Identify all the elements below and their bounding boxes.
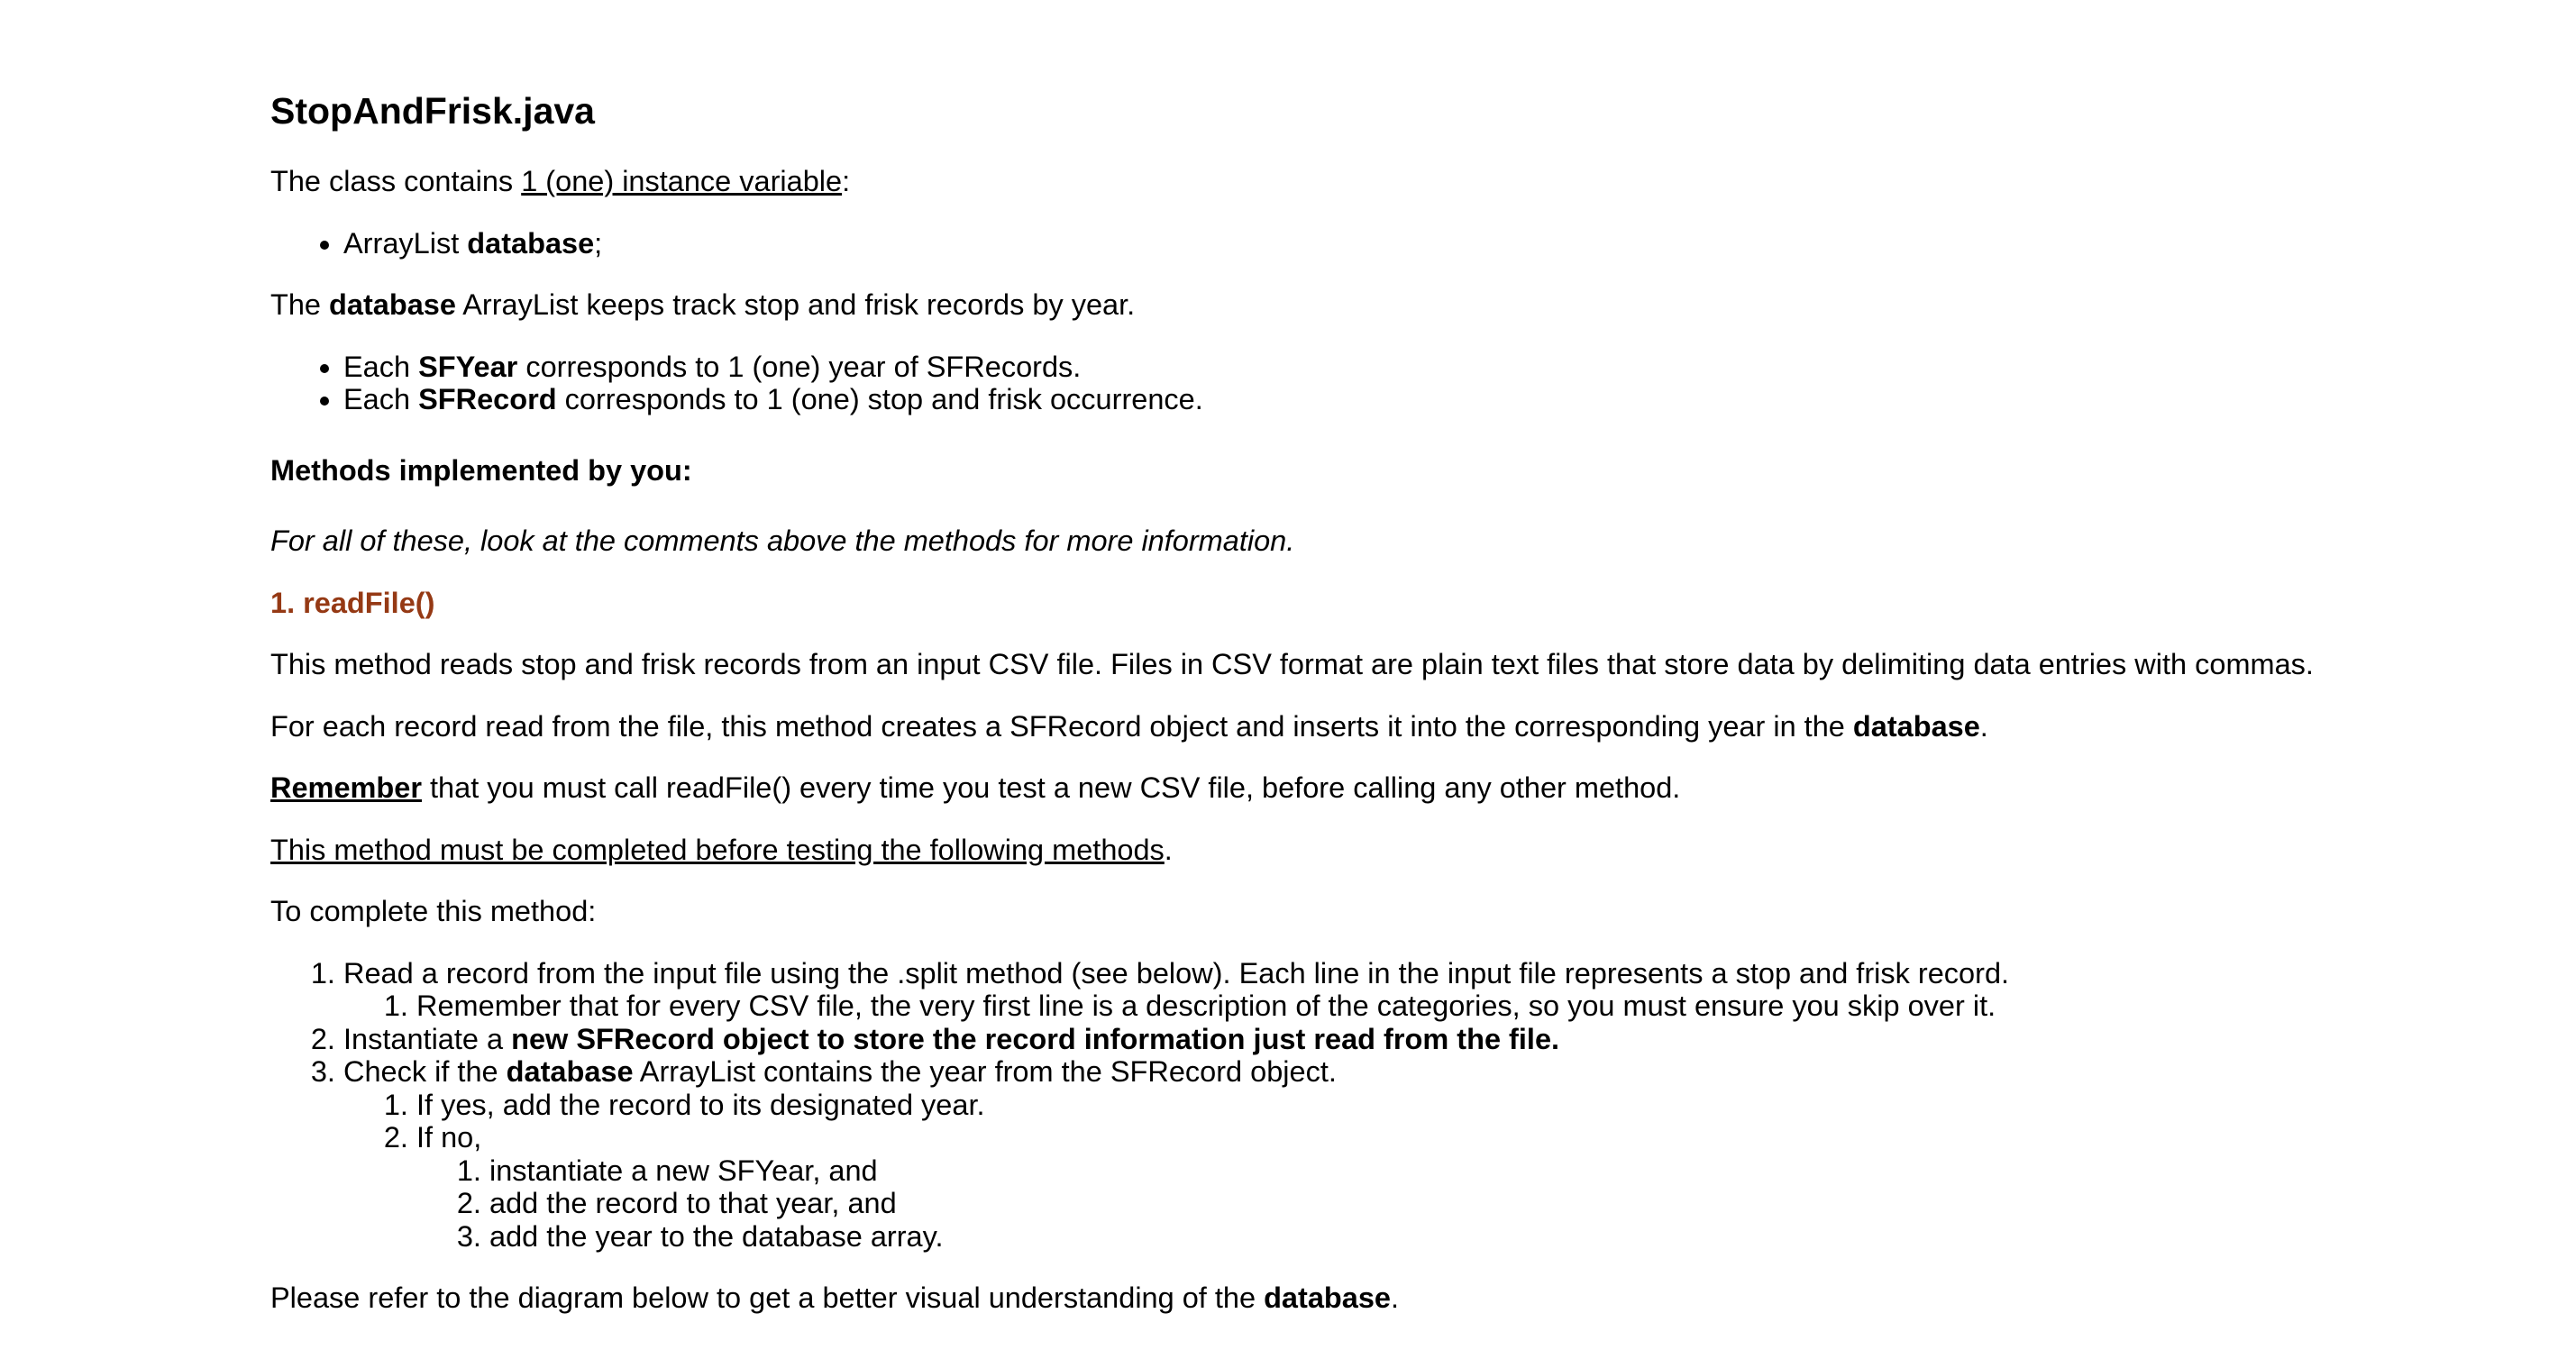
database-bullet-list [270,351,2524,416]
database-desc-post: ArrayList keeps track stop and frisk records by year. [455,288,1136,321]
list-item [343,1023,2524,1056]
class-intro [270,165,2524,198]
var-name: database [467,226,595,260]
list-item [489,1187,2524,1220]
methods-section-title: Methods implemented by you: [270,453,692,487]
bullet-pre: Each [343,350,419,383]
class-intro-pre: The class contains [270,165,522,197]
list-item [416,1089,2524,1122]
database-desc-bold: database [329,288,456,321]
list-item [489,1154,2524,1188]
step-text: Check if the [343,1055,507,1088]
substeps-list [343,990,2524,1023]
must-complete-text: This method must be completed before testing the following methods [270,833,1165,866]
step-text: Read a record from the input file using the .split method (see below). Each line in the input file represents a stop and frisk record. [343,956,2010,990]
steps-list [270,957,2524,1254]
list-item [343,1055,2524,1253]
refer-post: . [1390,1281,1400,1314]
list-item [343,351,2524,384]
insert-desc-post: . [1979,709,1988,743]
step-bold: database [506,1055,634,1088]
class-intro-post: : [842,165,851,197]
step-text: Remember that for every CSV file, the very first line is a description of the categories, so you must ensure you skip over it. [416,990,1996,1022]
remember-note [270,771,2524,805]
remember-text: that you must call readFile() every time you test a new CSV file, before calling any other method. [422,771,1681,804]
insert-desc-bold: database [1852,709,1980,743]
database-description [270,288,2524,322]
list-item [416,1121,2524,1253]
list-item [343,227,2524,260]
step-text: If yes, add the record to its designated year. [416,1088,985,1121]
list-item [343,957,2524,1023]
document-content [270,86,2524,1344]
readfile-insert-description [270,710,2524,743]
must-complete-note [270,834,2524,867]
substeps-list [416,1154,2524,1254]
method-heading-readfile: 1. readFile() [270,586,435,619]
refer-bold: database [1264,1281,1391,1314]
step-text: add the record to that year, and [489,1187,897,1219]
page-title: StopAndFrisk.java [270,90,595,132]
must-complete-suffix: . [1164,833,1173,866]
substeps-list [343,1089,2524,1254]
var-suffix: ; [594,226,603,260]
var-type: ArrayList [343,226,468,260]
bullet-post: corresponds to 1 (one) year of SFRecords. [517,350,1082,383]
methods-note: For all of these, look at the comments above the methods for more information. [270,524,1295,557]
step-text: instantiate a new SFYear, and [489,1154,878,1187]
step-text: ArrayList contains the year from the SFRecord object. [633,1055,1337,1088]
step-text: add the year to the database array. [489,1219,944,1253]
database-desc-pre: The [270,288,330,321]
list-item [343,383,2524,416]
list-item [416,990,2524,1023]
bullet-bold: SFYear [418,350,518,383]
bullet-bold: SFRecord [418,383,557,415]
remember-label: Remember [270,771,422,804]
bullet-post: corresponds to 1 (one) stop and frisk occurrence. [556,383,1203,415]
step-bold: new SFRecord object to store the record information just read from the file. [511,1022,1560,1055]
diagram-reference [270,1281,2524,1315]
refer-pre: Please refer to the diagram below to get a better visual understanding of the [270,1281,1265,1314]
instance-variable-list [270,227,2524,260]
list-item [489,1220,2524,1254]
instance-variable-link: 1 (one) instance variable [521,165,843,197]
bullet-pre: Each [343,383,419,415]
step-text: If no, [416,1121,482,1154]
readfile-description: This method reads stop and frisk records from an input CSV file. Files in CSV format are plain text files that store data by delimiting data entries with commas. [270,648,2314,680]
step-text: Instantiate a [343,1022,512,1055]
insert-desc-pre: For each record read from the file, this method creates a SFRecord object and inserts it into the corresponding year in the [270,709,1853,743]
to-complete-label: To complete this method: [270,895,597,927]
